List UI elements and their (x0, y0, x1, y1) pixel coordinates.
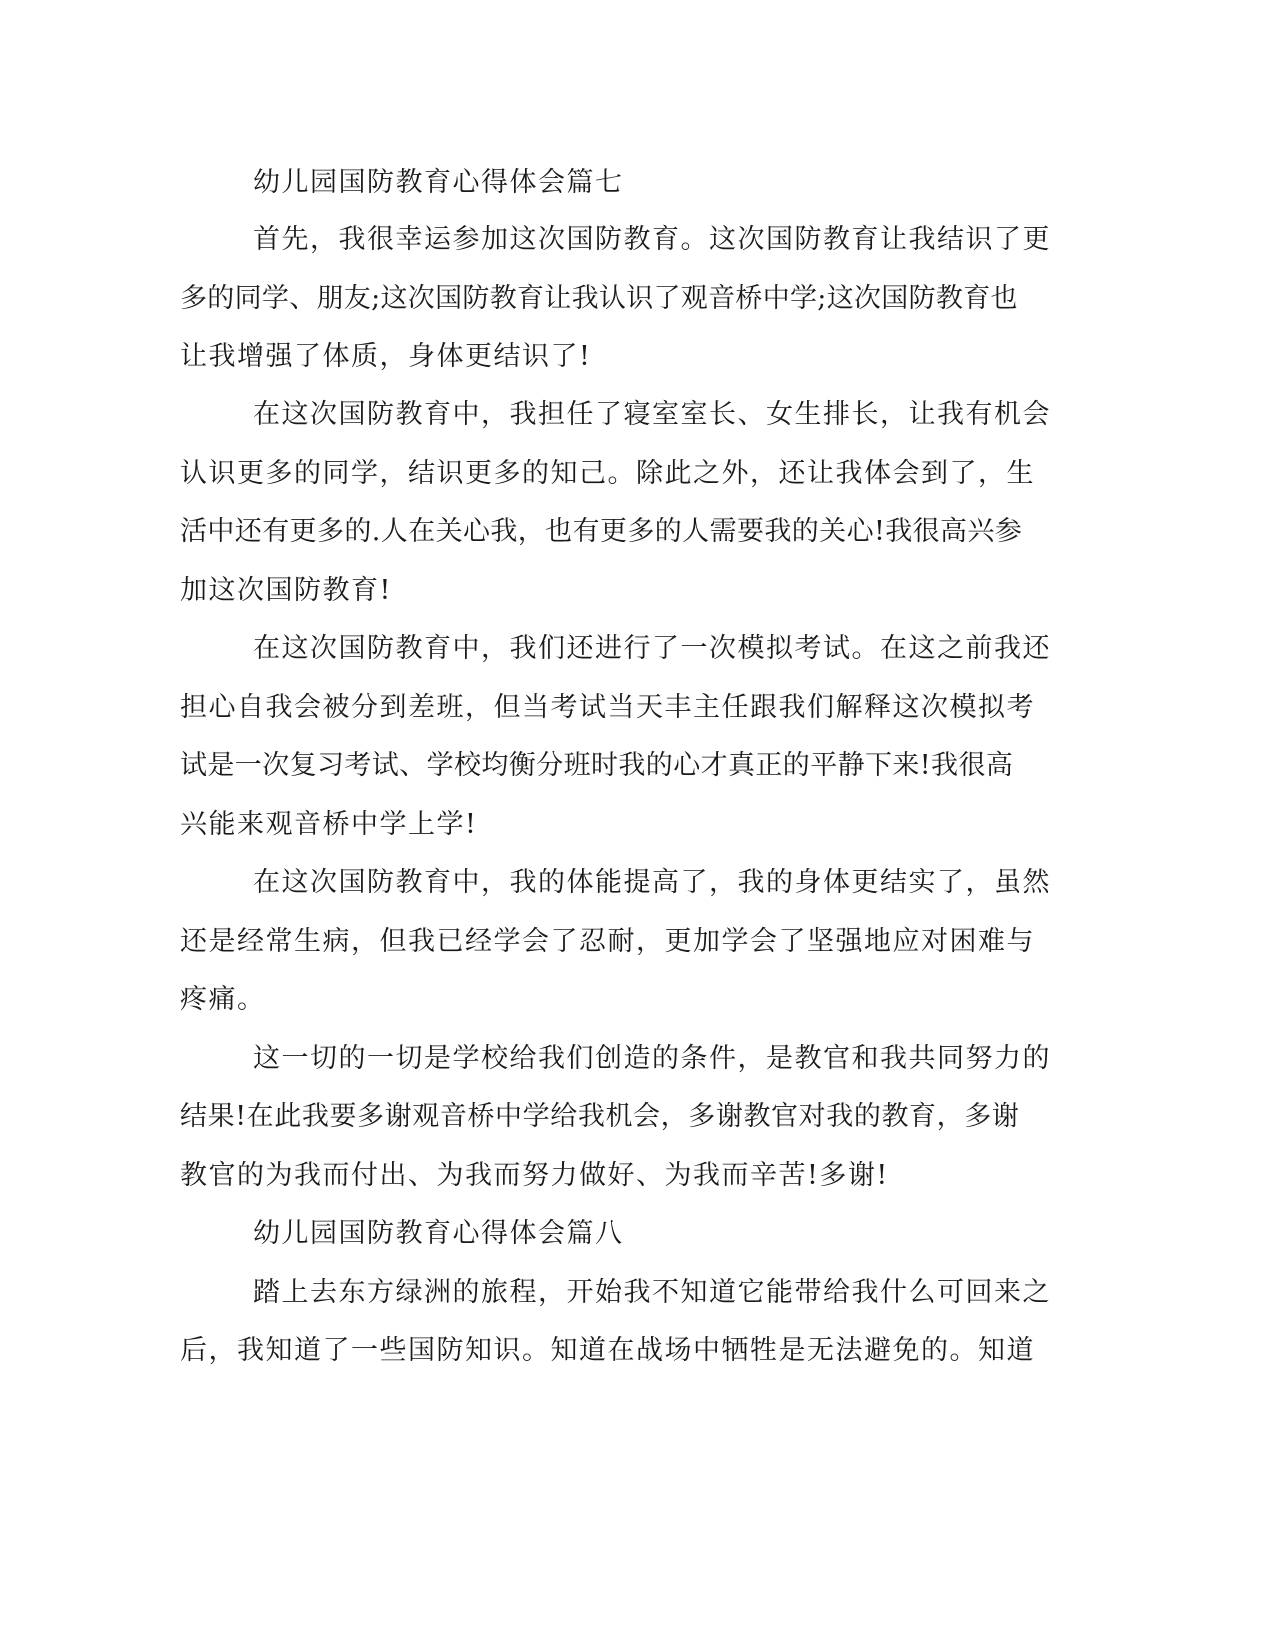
paragraph-line: 结果!在此我要多谢观音桥中学给我机会，多谢教官对我的教育，多谢 (180, 1101, 1020, 1132)
section-heading-8: 幼儿园国防教育心得体会篇八 (253, 1218, 624, 1249)
paragraph-line: 活中还有更多的.人在关心我，也有更多的人需要我的关心!我很高兴参 (180, 516, 1023, 547)
paragraph-line: 疼痛。 (180, 984, 266, 1015)
section-heading-7: 幼儿园国防教育心得体会篇七 (253, 167, 624, 198)
paragraph-line: 在这次国防教育中，我担任了寝室室长、女生排长，让我有机会 (253, 399, 1051, 430)
paragraph-line: 加这次国防教育! (180, 575, 392, 606)
paragraph-line: 多的同学、朋友;这次国防教育让我认识了观音桥中学;这次国防教育也 (180, 283, 1018, 314)
paragraph-line: 这一切的一切是学校给我们创造的条件，是教官和我共同努力的 (253, 1043, 1051, 1074)
paragraph-line: 在这次国防教育中，我的体能提高了，我的身体更结实了，虽然 (253, 867, 1051, 898)
paragraph-line: 担心自我会被分到差班，但当考试当天丰主任跟我们解释这次模拟考 (180, 692, 1035, 723)
paragraph-line: 首先，我很幸运参加这次国防教育。这次国防教育让我结识了更 (253, 224, 1051, 255)
paragraph-line: 认识更多的同学，结识更多的知己。除此之外，还让我体会到了，生 (180, 458, 1035, 489)
paragraph-line: 试是一次复习考试、学校均衡分班时我的心才真正的平静下来!我很高 (180, 750, 1014, 781)
paragraph-line: 让我增强了体质，身体更结识了! (180, 341, 592, 372)
paragraph-line: 踏上去东方绿洲的旅程，开始我不知道它能带给我什么可回来之 (253, 1277, 1051, 1308)
paragraph-line: 教官的为我而付出、为我而努力做好、为我而辛苦!多谢! (180, 1160, 889, 1191)
paragraph-line: 后，我知道了一些国防知识。知道在战场中牺牲是无法避免的。知道 (180, 1335, 1035, 1366)
paragraph-line: 还是经常生病，但我已经学会了忍耐，更加学会了坚强地应对困难与 (180, 926, 1035, 957)
paragraph-line: 兴能来观音桥中学上学! (180, 809, 478, 840)
paragraph-line: 在这次国防教育中，我们还进行了一次模拟考试。在这之前我还 (253, 633, 1051, 664)
